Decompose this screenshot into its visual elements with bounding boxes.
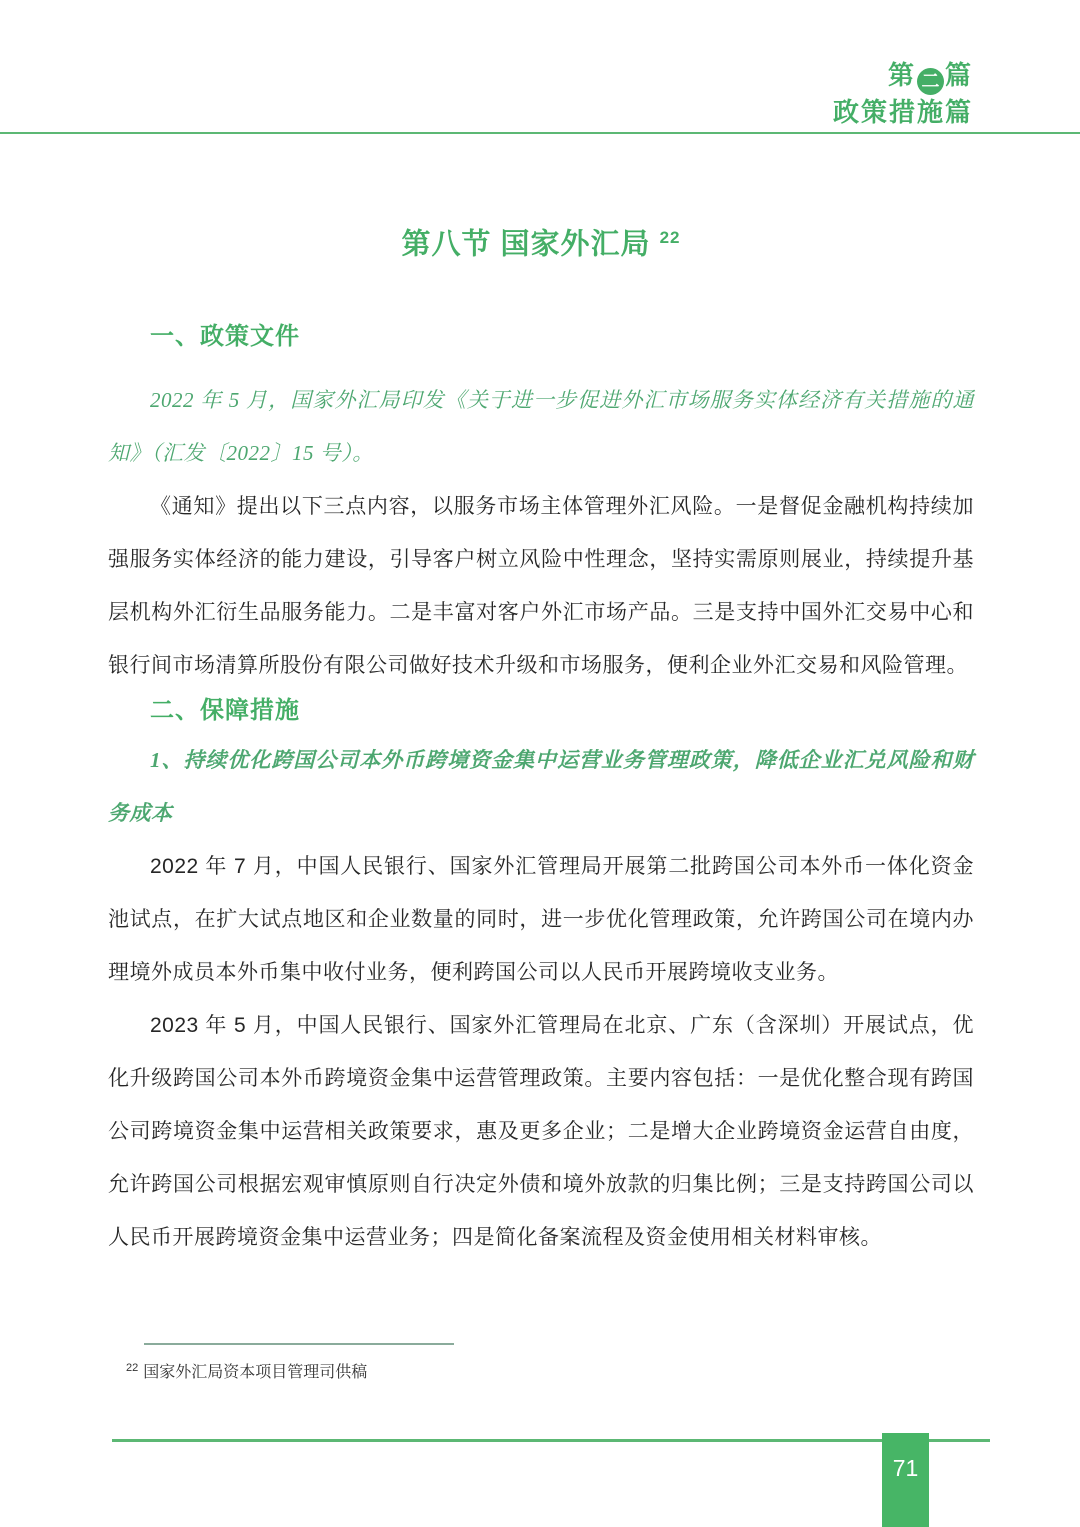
page-number-badge: 71	[882, 1433, 929, 1527]
section-heading-policy-documents: 一、政策文件	[150, 322, 300, 350]
paragraph-2022-july-pilot: 2022 年 7 月，中国人民银行、国家外汇管理局开展第二批跨国公司本外币一体化资金池试点，在扩大试点地区和企业数量的同时，进一步优化管理政策，允许跨国公司在境内办理境外成员本外币集中收付业务，便利跨国公司以人民币开展跨境收支业务。	[108, 854, 974, 984]
header-part-suffix: 篇	[944, 60, 973, 90]
subsection-heading-cash-pooling: 1、持续优化跨国公司本外币跨境资金集中运营业务管理政策，降低企业汇兑风险和财务成本	[108, 747, 974, 825]
header-part-subtitle: 政策措施篇	[832, 97, 973, 127]
page-title-text: 第八节 国家外汇局	[401, 228, 651, 261]
part-number-circle-icon: 二	[917, 68, 944, 95]
footer-divider	[112, 1439, 990, 1442]
document-body	[108, 200, 974, 1264]
paragraph-2023-may-pilot: 2023 年 5 月，中国人民银行、国家外汇管理局在北京、广东（含深圳）开展试点，优化升级跨国公司本外币跨境资金集中运营管理政策。主要内容包括：一是优化整合现有跨国公司跨境资金集中运营相关政策要求，惠及更多企业；二是增大企业跨境资金运营自由度，允许跨国公司根据宏观审慎原则自行决定外债和境外放款的归集比例；三是支持跨国公司以人民币开展跨境资金集中运营业务；四是简化备案流程及资金使用相关材料审核。	[108, 1013, 974, 1249]
header-divider	[0, 132, 1080, 134]
footnote-marker: 22	[126, 1361, 139, 1374]
header-part-title	[833, 58, 973, 95]
footnote-area	[108, 1343, 974, 1382]
header-part-prefix: 第	[887, 60, 916, 90]
footnote-separator	[144, 1343, 454, 1345]
paragraph-policy-issued: 2022 年 5 月，国家外汇局印发《关于进一步促进外汇市场服务实体经济有关措施的通知》（汇发〔2022〕15 号）。	[108, 387, 974, 465]
paragraph-notice-contents: 《通知》提出以下三点内容，以服务市场主体管理外汇风险。一是督促金融机构持续加强服务实体经济的能力建设，引导客户树立风险中性理念，坚持实需原则展业，持续提升基层机构外汇衍生品服务能力。二是丰富对客户外汇市场产品。三是支持中国外汇交易中心和银行间市场清算所股份有限公司做好技术升级和市场服务，便利企业外汇交易和风险管理。	[108, 494, 974, 677]
footnote-text: 国家外汇局资本项目管理司供稿	[143, 1364, 368, 1381]
section-heading-safeguard-measures: 二、保障措施	[150, 696, 300, 724]
running-header	[833, 58, 973, 129]
page-title	[108, 218, 974, 265]
footnote	[126, 1359, 974, 1382]
page-title-footnote-ref: 22	[659, 228, 681, 247]
